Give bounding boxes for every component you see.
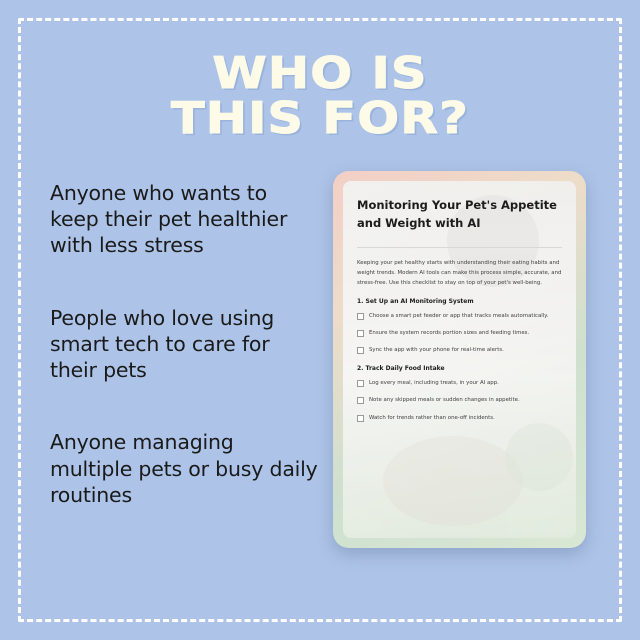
- divider: [357, 247, 562, 248]
- checkbox-icon[interactable]: [357, 380, 364, 387]
- checklist-item[interactable]: [357, 346, 562, 355]
- bullet-list: [50, 180, 320, 554]
- checklist-item-label: Watch for trends rather than one-off incidents.: [369, 414, 495, 421]
- tablet-screen: [343, 181, 576, 538]
- checkbox-icon[interactable]: [357, 313, 364, 320]
- document-body: [343, 181, 576, 441]
- checklist-item-label: Choose a smart pet feeder or app that tracks meals automatically.: [369, 312, 549, 319]
- list-item: Anyone managing multiple pets or busy daily routines: [50, 430, 318, 507]
- checklist-item[interactable]: [357, 414, 562, 423]
- page-title-line-2: THIS FOR?: [170, 92, 470, 144]
- section-heading-1: 1. Set Up an AI Monitoring System: [357, 297, 474, 305]
- checklist-item[interactable]: [357, 329, 562, 338]
- checklist-item-label: Ensure the system records portion sizes and feeding times.: [369, 329, 530, 336]
- checklist-item-label: Sync the app with your phone for real-time alerts.: [369, 347, 504, 353]
- page-title-line-1: WHO IS: [212, 48, 428, 99]
- checkbox-icon[interactable]: [357, 330, 364, 337]
- checklist-item[interactable]: [357, 379, 562, 388]
- section-heading-2: 2. Track Daily Food Intake: [357, 365, 445, 373]
- tablet-device-mockup: [333, 171, 586, 548]
- checklist-item-label: Note any skipped meals or sudden changes in appetite.: [369, 397, 520, 404]
- list-item: Anyone who wants to keep their pet healthier with less stress: [50, 181, 288, 258]
- document-intro: Keeping your pet healthy starts with understanding their eating habits and weight trends. Modern AI tools can make this process simple, accurate, and stress-free. Use this checklist to stay on top of your pet's well-being.: [357, 259, 562, 286]
- checkbox-icon[interactable]: [357, 397, 364, 404]
- checklist-item[interactable]: [357, 396, 562, 405]
- checklist-item[interactable]: [357, 312, 562, 321]
- document-title: Monitoring Your Pet's Appetite and Weight with AI: [357, 198, 557, 230]
- checklist-item-label: Log every meal, including treats, in your AI app.: [369, 380, 499, 387]
- page-title: [0, 48, 640, 144]
- checkbox-icon[interactable]: [357, 415, 364, 422]
- checkbox-icon[interactable]: [357, 347, 364, 354]
- list-item: People who love using smart tech to care for their pets: [50, 305, 275, 383]
